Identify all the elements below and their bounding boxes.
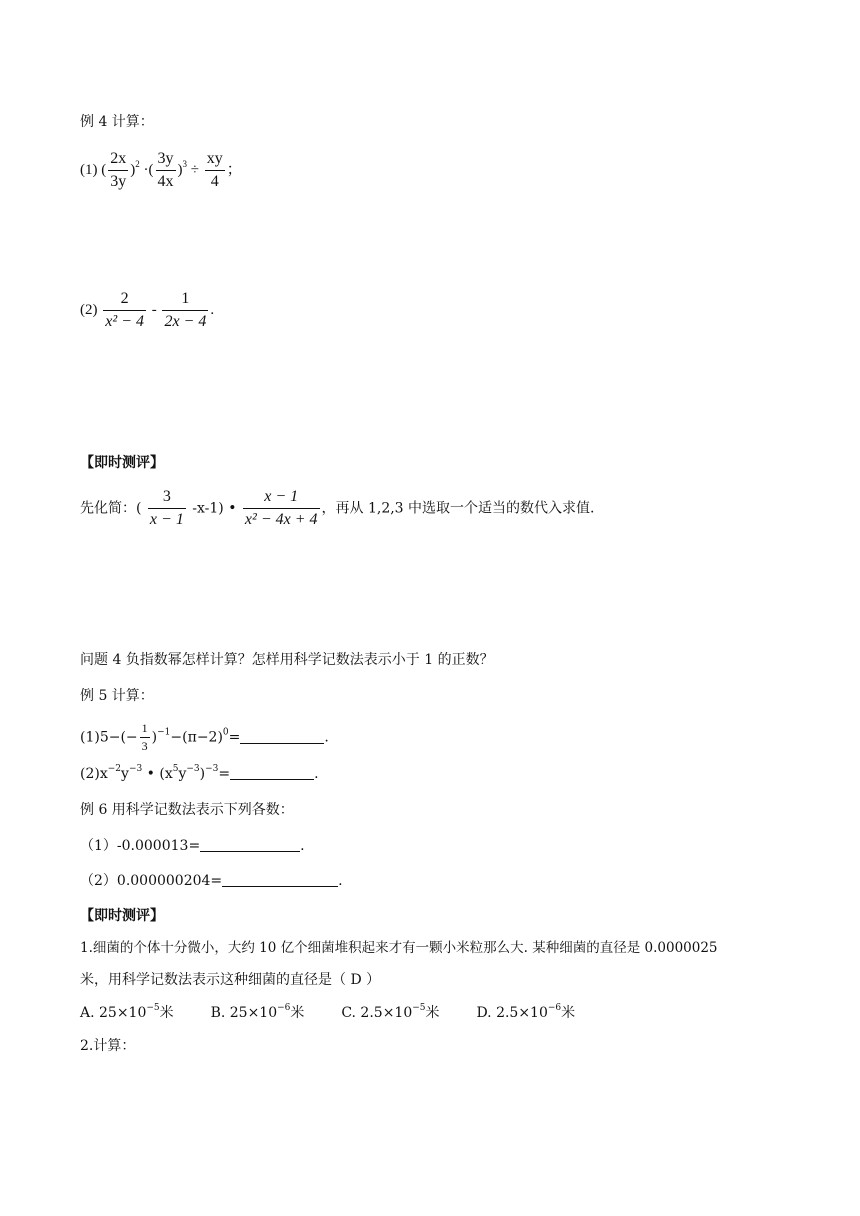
question-1-line-1: 1.细菌的个体十分微小，大约 10 亿个细菌堆积起来才有一颗小米粒那么大. 某种细菌的直径是 0.0000025: [80, 940, 718, 956]
fraction: [103, 290, 146, 331]
fraction: [243, 488, 320, 529]
exponent: 0: [222, 727, 229, 738]
option-d: [476, 1005, 575, 1021]
option-unit: 米: [159, 1005, 174, 1021]
exponent: −6: [547, 1003, 562, 1013]
instant-test-heading: 【即时测评】: [80, 455, 164, 471]
answer-blank[interactable]: [222, 872, 338, 887]
example-5-part-1: [80, 722, 329, 753]
option-text: B. 25×10: [210, 1005, 278, 1021]
answer-blank[interactable]: [200, 837, 300, 852]
answer-blank[interactable]: [230, 765, 314, 780]
option-c: [341, 1005, 439, 1021]
exponent: 3: [182, 158, 187, 169]
exponent: −3: [205, 764, 219, 774]
example-4-heading: 例 4 计算：: [80, 114, 154, 130]
question-4: 问题 4 负指数幂怎样计算？怎样用科学记数法表示小于 1 的正数？: [80, 652, 494, 668]
instant-test-problem: [80, 488, 595, 529]
denominator: x² − 4x + 4: [244, 511, 318, 528]
exponent: −6: [277, 1003, 291, 1013]
punctuation: .: [314, 766, 319, 782]
instant-test-heading-2: 【即时测评】: [80, 908, 164, 924]
equals-sign: =: [228, 729, 241, 746]
option-a: [80, 1005, 174, 1021]
fraction: [140, 722, 150, 753]
expression-text: ): [199, 766, 206, 782]
expression-text: y: [121, 766, 129, 782]
exponent: 5: [172, 764, 179, 774]
fraction: [108, 150, 128, 191]
problem-middle: -x-1) •: [192, 500, 237, 517]
punctuation: .: [300, 838, 305, 854]
question-1-line-2: 米，用科学记数法表示这种细菌的直径是（ D ）: [80, 972, 381, 988]
question-2: 2.计算：: [80, 1038, 136, 1054]
option-text: D. 2.5×10: [476, 1005, 548, 1021]
example-4-part-1: (1) ( $\frac{2x}{3y}$ )$^2$ ·( $\frac{3y}{4x}$ )$^3$ ÷ $\frac{xy}{4}$ ；: [80, 150, 242, 190]
fraction: [205, 150, 225, 191]
exponent: −3: [186, 764, 200, 774]
option-unit: 米: [425, 1005, 440, 1021]
numerator: 1: [162, 290, 208, 311]
exponent: −3: [128, 764, 143, 774]
numerator: 3y: [156, 150, 176, 171]
answer-blank[interactable]: [240, 729, 324, 744]
fraction: [162, 290, 208, 331]
exponent: −2: [107, 764, 122, 774]
option-text: C. 2.5×10: [341, 1005, 413, 1021]
question-1-options: [80, 1003, 575, 1023]
example-5-part-2: [80, 764, 319, 784]
option-text: A. 25×10: [80, 1005, 147, 1021]
expression-text: ): [151, 729, 158, 746]
punctuation: .: [324, 729, 329, 746]
option-unit: 米: [290, 1005, 305, 1021]
punctuation: .: [338, 873, 343, 889]
fraction: [148, 488, 186, 529]
numerator: 2x: [108, 150, 128, 171]
minus-sign: -: [151, 301, 157, 318]
exponent: 2: [135, 158, 140, 169]
expression-text: (1)5−(−: [80, 729, 138, 746]
example-5-heading: 例 5 计算：: [80, 688, 154, 704]
expression-text: （1）-0.000013=: [80, 838, 201, 854]
option-unit: 米: [561, 1005, 576, 1021]
expression-text: • (x: [142, 766, 173, 782]
numerator: 3: [148, 488, 186, 509]
denominator: 4: [210, 173, 219, 190]
fraction: [156, 150, 176, 191]
expression-text: y: [178, 766, 187, 782]
example-4-part-2: [80, 290, 214, 331]
denominator: x − 1: [149, 511, 184, 528]
problem-prefix: 先化简：(: [80, 500, 142, 517]
numerator: x − 1: [243, 488, 320, 509]
part-2-label: (2): [80, 301, 98, 318]
example-6-part-2: [80, 871, 343, 891]
denominator: 3: [141, 739, 148, 753]
punctuation: ；: [226, 161, 242, 178]
expression-text: (2)x: [80, 766, 108, 782]
denominator: 4x: [157, 173, 174, 190]
exponent: −5: [146, 1003, 160, 1013]
denominator: 3y: [110, 173, 127, 190]
punctuation: .: [210, 301, 215, 318]
exponent: −5: [412, 1003, 426, 1013]
example-6-heading: 例 6 用科学记数法表示下列各数：: [80, 802, 294, 818]
denominator: 2x − 4: [164, 313, 207, 330]
denominator: x² − 4: [105, 313, 144, 330]
equals-sign: =: [218, 766, 231, 782]
expression-text: −(π−2): [170, 729, 223, 746]
numerator: 1: [140, 722, 150, 738]
divide-sign: ÷: [190, 161, 199, 178]
exponent: −1: [157, 727, 171, 738]
numerator: 2: [103, 290, 146, 311]
part-1-label: (1): [80, 161, 98, 178]
problem-suffix: ，再从 1,2,3 中选取一个适当的数代入求值.: [321, 500, 595, 517]
option-b: [211, 1005, 305, 1021]
example-6-part-1: [80, 836, 305, 856]
numerator: xy: [205, 150, 225, 171]
expression-text: （2）0.000000204=: [80, 873, 223, 889]
